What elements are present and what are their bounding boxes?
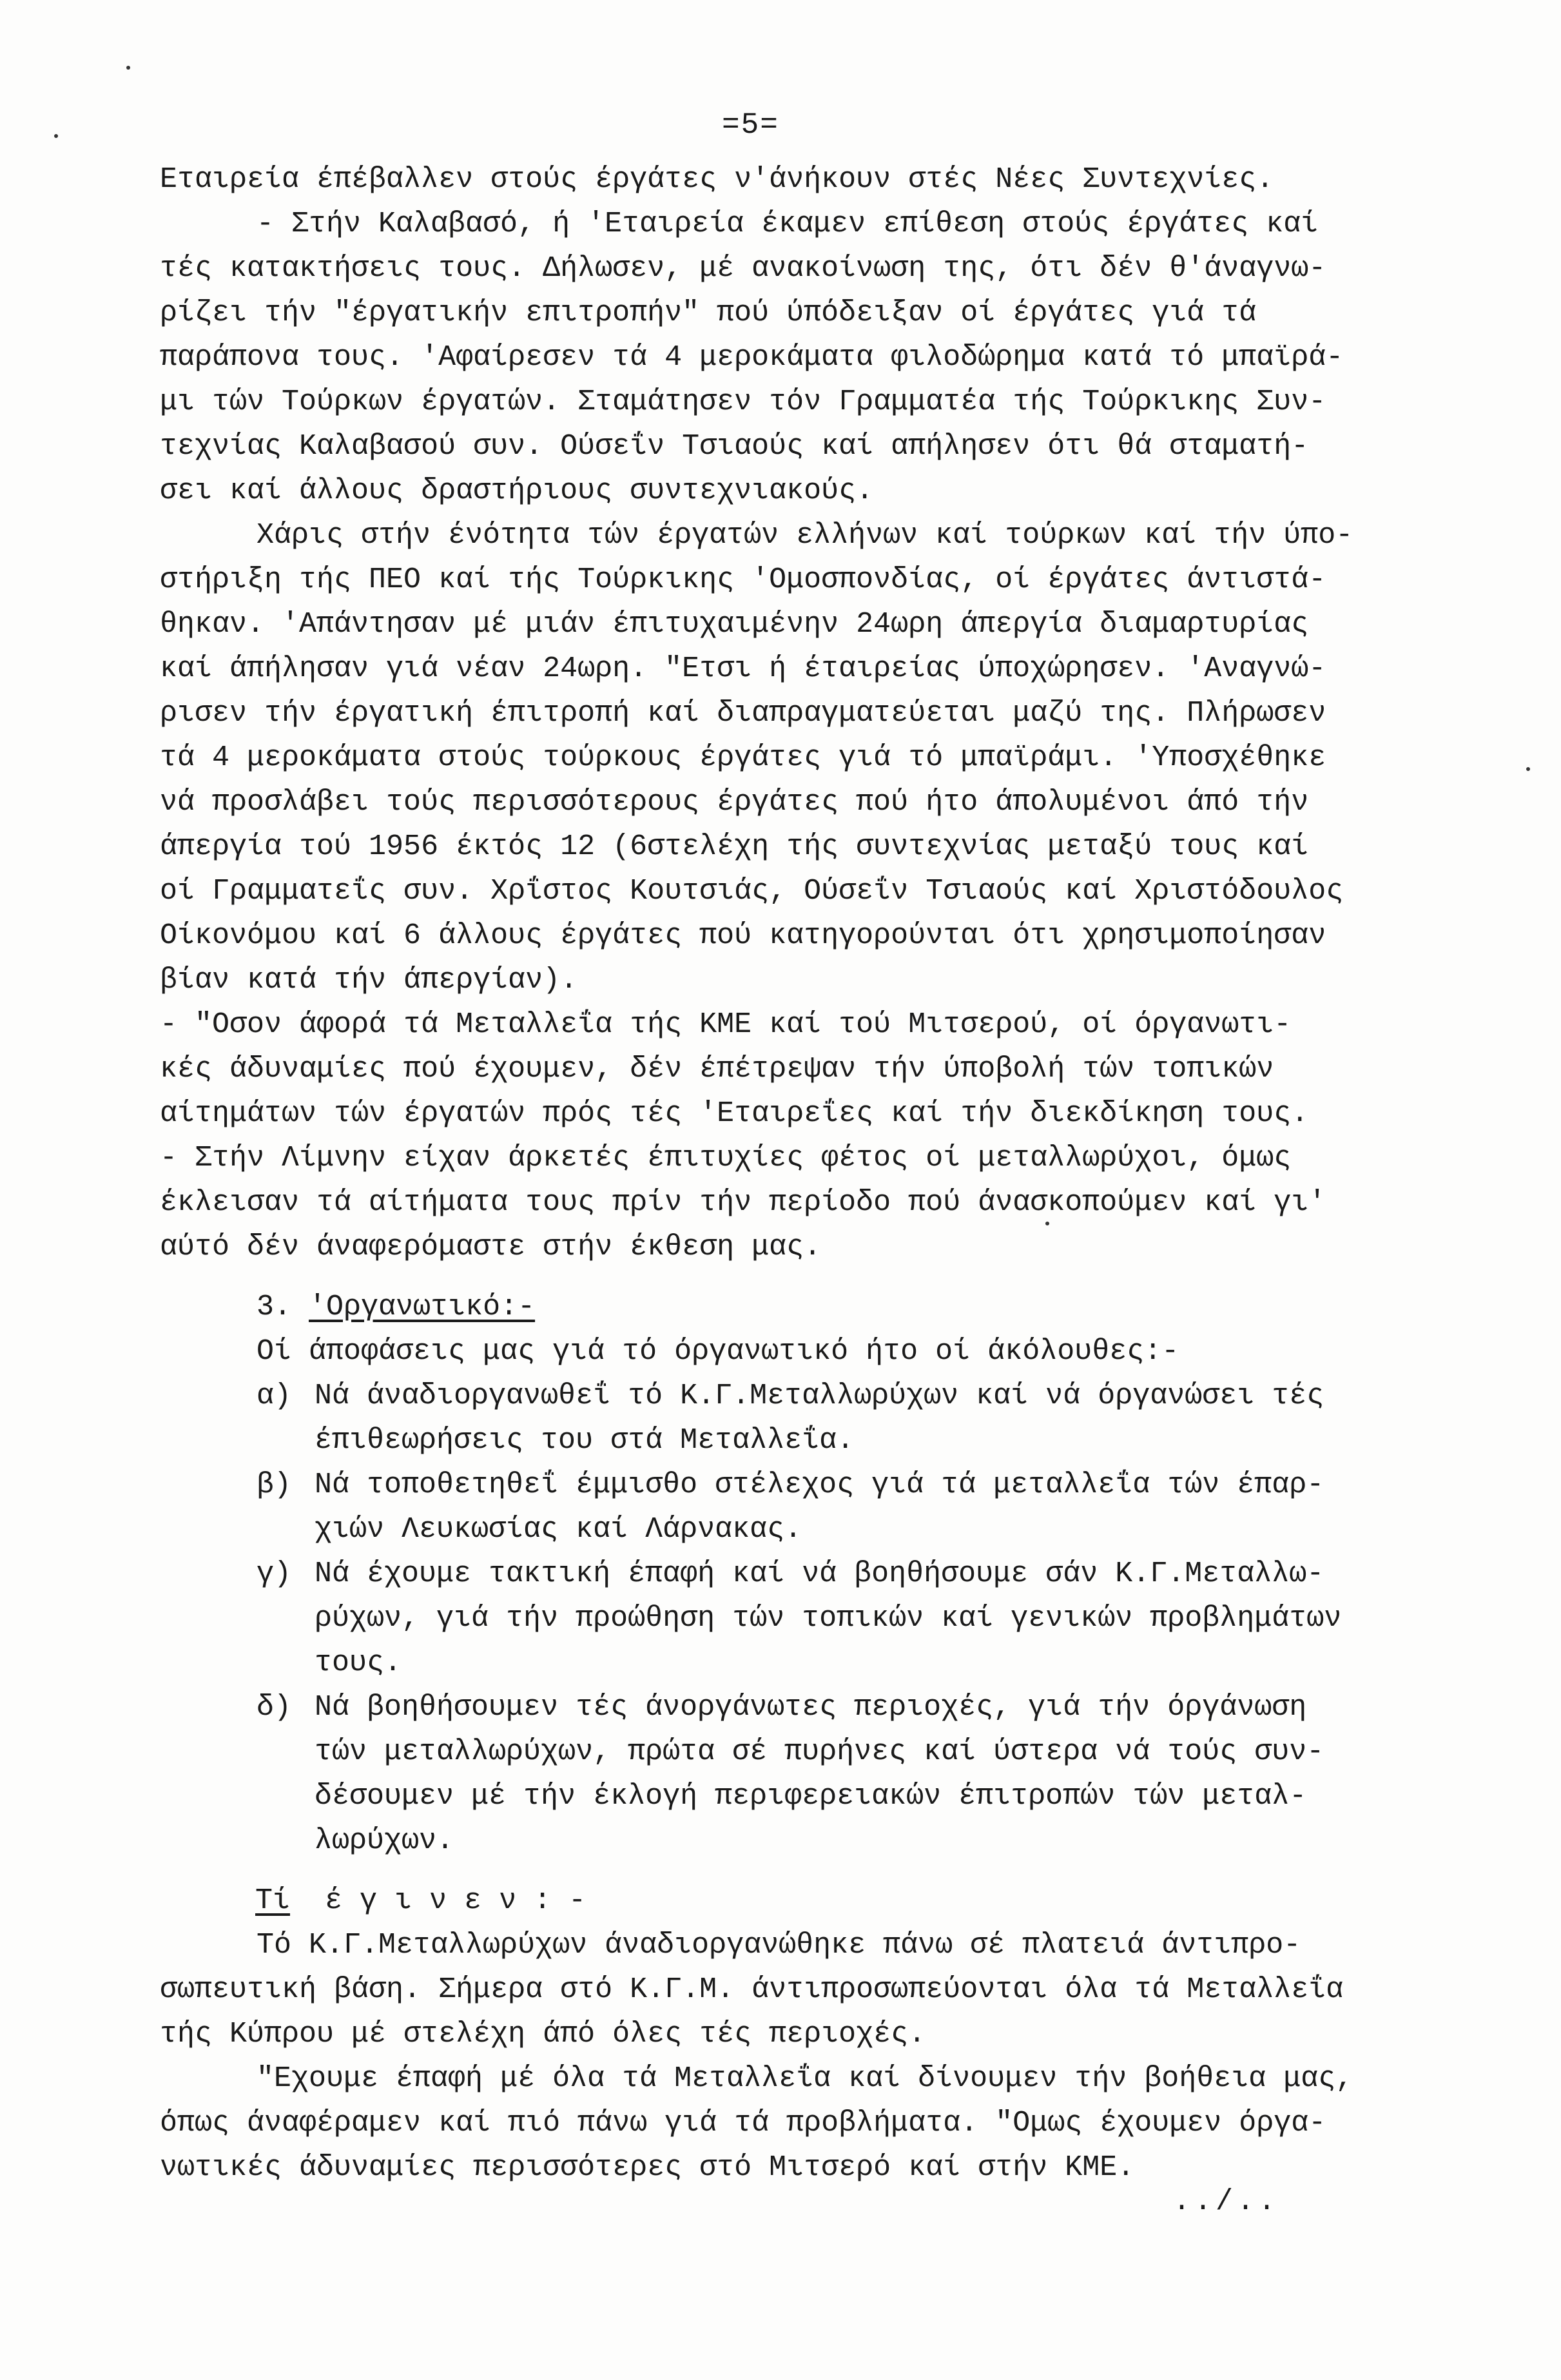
text-line: τής Κύπρου μέ στελέχη άπό όλες τές περιοχές. [160, 2018, 926, 2051]
text-line: νωτικές άδυναμίες περισσότερες στό Μιτσερό καί στήν ΚΜΕ. [160, 2151, 1135, 2184]
text-line: οί Γραμματεΐς συν. Χρΐστος Κουτσιάς, Ούσεΐν Τσιαούς καί Χριστόδουλος [160, 875, 1344, 908]
list-item [257, 1552, 1526, 1686]
text-line: σωπευτική βάση. Σήμερα στό Κ.Γ.Μ. άντιπροσωπεύονται όλα τά Μεταλλεΐα [160, 1973, 1344, 2006]
list-item [257, 1463, 1526, 1552]
text-line: δέσουμεν μέ τήν έκλογή περιφερειακών έπιτροπών τών μεταλ- [315, 1780, 1307, 1813]
list-item [257, 1686, 1526, 1864]
subsection-heading-underlined: Τί [255, 1884, 291, 1917]
scan-speck [126, 66, 130, 70]
text-line: αύτό δέν άναφερόμαστε στήν έκθεση μας. [160, 1231, 822, 1263]
list-marker: β) [257, 1468, 292, 1501]
text-line: αίτημάτων τών έργατών πρός τές 'Εταιρεΐες καί τήν διεκδίκηση τους. [160, 1097, 1309, 1130]
text-line: νά προσλάβει τούς περισσότερους έργάτες πού ήτο άπολυμένοι άπό τήν [160, 786, 1309, 819]
text-line: ρίζει τήν "έργατικήν επιτροπήν" πού ύπόδειξαν οί έργάτες γιά τά [160, 297, 1257, 329]
text-line: έπιθεωρήσεις του στά Μεταλλεΐα. [315, 1424, 855, 1457]
continuation-mark: ../.. [1173, 2185, 1280, 2218]
text-line: κές άδυναμίες πού έχουμεν, δέν έπέτρεψαν τήν ύποβολή τών τοπικών [160, 1053, 1274, 1086]
text-line: ρύχων, γιά τήν προώθηση τών τοπικών καί γενικών προβλημάτων [315, 1602, 1342, 1635]
text-line: - "Οσον άφορά τά Μεταλλεΐα τής ΚΜΕ καί τού Μιτσερού, οί όργανωτι- [160, 1008, 1292, 1041]
text-line: - Στήν Καλαβασό, ή 'Εταιρεία έκαμεν επίθεση στούς έργάτες καί [257, 208, 1319, 240]
list-marker: α) [257, 1380, 292, 1412]
text-line: τών μεταλλωρύχων, πρώτα σέ πυρήνες καί ύστερα νά τούς συν- [315, 1735, 1324, 1768]
list-item [257, 1374, 1526, 1463]
text-line: θηκαν. 'Απάντησαν μέ μιάν έπιτυχαιμένην 24ωρη άπεργία διαμαρτυρίας [160, 608, 1309, 641]
text-line: βίαν κατά τήν άπεργίαν). [160, 964, 578, 997]
text-line: τά 4 μεροκάματα στούς τούρκους έργάτες γιά τό μπαϊράμι. 'Υποσχέθηκε [160, 741, 1326, 774]
scan-speck [1526, 767, 1530, 771]
text-line: Νά άναδιοργανωθεΐ τό Κ.Γ.Μεταλλωρύχων καί νά όργανώσει τές [315, 1380, 1324, 1412]
text-line: Τό Κ.Γ.Μεταλλωρύχων άναδιοργανώθηκε πάνω σέ πλατειά άντιπρο- [257, 1929, 1301, 1962]
section-heading [160, 1285, 1526, 1330]
list-marker: γ) [257, 1557, 292, 1590]
text-line: όπως άναφέραμεν καί πιό πάνω γιά τά προβλήματα. "Ομως έχουμεν όργα- [160, 2107, 1326, 2140]
list-marker: δ) [257, 1691, 292, 1724]
text-line: καί άπήλησαν γιά νέαν 24ωρη. "Ετσι ή έταιρείας ύποχώρησεν. 'Αναγνώ- [160, 652, 1326, 685]
text-line: τεχνίας Καλαβασού συν. Ούσεΐν Τσιαούς καί απήλησεν ότι θά σταματή- [160, 430, 1309, 463]
section-intro: Οί άποφάσεις μας γιά τό όργανωτικό ήτο οί άκόλουθες:- [257, 1335, 1179, 1368]
subsection-heading [160, 1879, 1526, 1924]
text-line: "Εχουμε έπαφή μέ όλα τά Μεταλλεΐα καί δίνουμεν τήν βοήθεια μας, [257, 2062, 1353, 2095]
text-line: τές κατακτήσεις τους. Δήλωσεν, μέ ανακοίνωση της, ότι δέν θ'άναγνω- [160, 252, 1326, 285]
scan-speck [54, 134, 58, 138]
text-line: χιών Λευκωσίας καί Λάρνακας. [315, 1513, 802, 1546]
text-line: Εταιρεία έπέβαλλεν στούς έργάτες ν'άνήκουν στές Νέες Συντεχνίες. [160, 163, 1274, 196]
text-line: Χάρις στήν ένότητα τών έργατών ελλήνων καί τούρκων καί τήν ύπο- [257, 519, 1353, 552]
text-line: Οίκονόμου καί 6 άλλους έργάτες πού κατηγορούνται ότι χρησιμοποίησαν [160, 919, 1326, 952]
text-line: Νά βοηθήσουμεν τές άνοργάνωτες περιοχές, γιά τήν όργάνωση [315, 1691, 1307, 1724]
page-number: =5= [722, 108, 779, 142]
text-line: - Στήν Λίμνην είχαν άρκετές έπιτυχίες φέτος οί μεταλλωρύχοι, όμως [160, 1142, 1292, 1175]
document-body [160, 158, 1526, 2190]
subsection-heading-rest: έ γ ι ν ε ν : - [290, 1884, 587, 1917]
text-line: Νά τοποθετηθεΐ έμμισθο στέλεχος γιά τά μεταλλεΐα τών έπαρ- [315, 1468, 1324, 1501]
text-line: ρισεν τήν έργατική έπιτροπή καί διαπραγματεύεται μαζύ της. Πλήρωσεν [160, 697, 1326, 730]
text-line: στήριξη τής ΠΕΟ καί τής Τούρκικης 'Ομοσπονδίας, οί έργάτες άντιστά- [160, 563, 1326, 596]
text-line: μι τών Τούρκων έργατών. Σταμάτησεν τόν Γραμματέα τής Τούρκικης Συν- [160, 385, 1326, 418]
text-line: λωρύχων. [315, 1824, 454, 1857]
text-line: άπεργία τού 1956 έκτός 12 (6στελέχη τής συντεχνίας μεταξύ τους καί [160, 830, 1309, 863]
text-line: σει καί άλλους δραστήριους συντεχνιακούς. [160, 474, 874, 507]
section-title: 'Οργανωτικό:- [309, 1291, 536, 1323]
text-line: τους. [315, 1646, 402, 1679]
text-line: παράπονα τους. 'Αφαίρεσεν τά 4 μεροκάματα φιλοδώρημα κατά τό μπαϊρά- [160, 341, 1344, 374]
text-line: έκλεισαν τά αίτήματα τους πρίν τήν περίοδο πού άνασκοπούμεν καί γι' [160, 1186, 1326, 1219]
section-number: 3. [257, 1291, 292, 1323]
text-line: Νά έχουμε τακτική έπαφή καί νά βοηθήσουμε σάν Κ.Γ.Μεταλλω- [315, 1557, 1324, 1590]
